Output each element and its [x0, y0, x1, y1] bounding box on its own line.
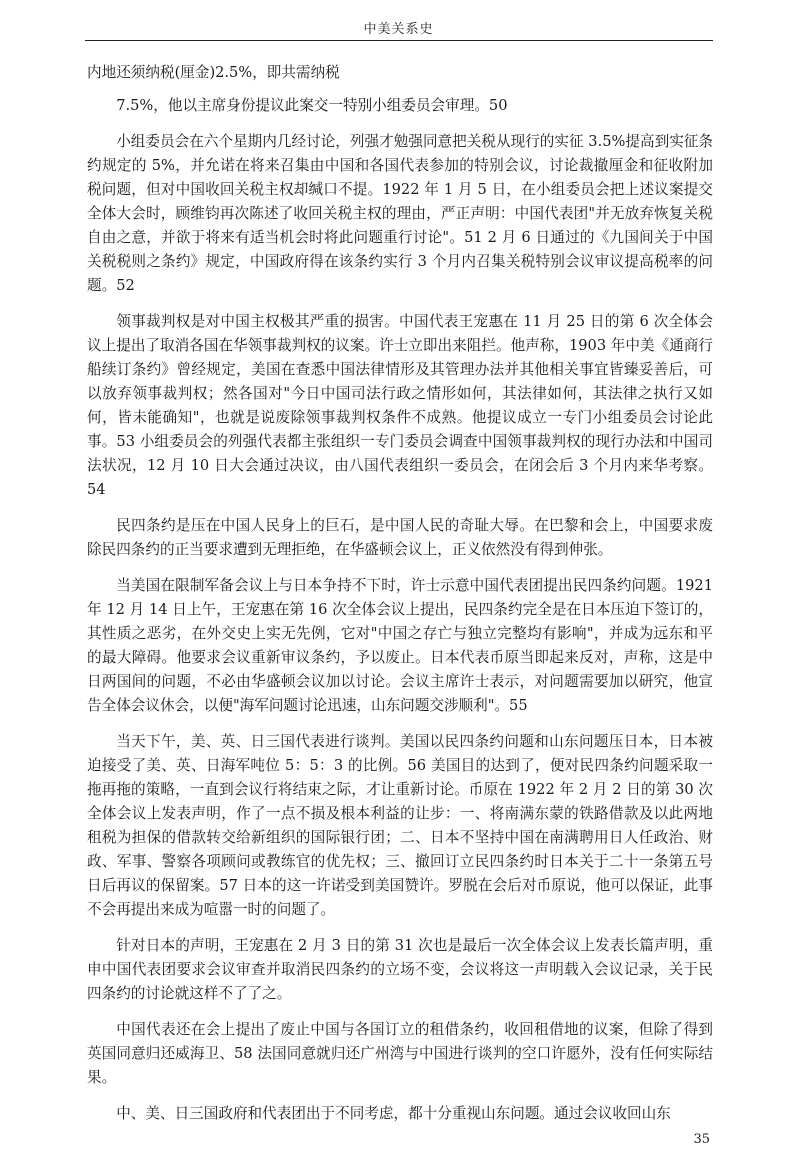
paragraph: 小组委员会在六个星期内几经讨论，列强才勉强同意把关税从现行的实征 3.5%提高到实征条约规定的 5%，并允诺在将来召集由中国和各国代表参加的特别会议，讨论裁撤厘金和征收附加税问题，但对中国收回关税主权却缄口不提。1922 年 1 月 5 日，在小组委员会把上述议案提交全体大会时，顾维钧再次陈述了收回关税主权的理由，严正声明：中国代表团"并无放弃恢复关税自由之意，并欲于将来有适当机会时将此问题重行讨论"。51 2 月 6 日通过的《九国间关于中国关税税则之条约》规定，中国政府得在该条约实行 3 个月内召集关税特别会议审议提高税率的问题。52	[87, 133, 713, 294]
paragraph: 中、美、日三国政府和代表团出于不同考虑，都十分重视山东问题。通过会议收回山东	[116, 1105, 671, 1122]
page-number: 35	[693, 1132, 710, 1147]
paragraph: 领事裁判权是对中国主权极其严重的损害。中国代表王宠惠在 11 月 25 日的第 6 次全体会议上提出了取消各国在华领事裁判权的议案。许士立即出来阻拦。他声称，1903 年中美《通商行船续订条约》曾经规定，美国在查悉中国法律情形及其管理办法并其他相关事宜皆臻妥善后，可以放弃领事裁判权；然各国对"今日中国司法行政之情形如何，其法律如何，其法律之执行又如何，皆未能确知"，也就是说废除领事裁判权条件不成熟。他提议成立一专门小组委员会讨论此事。53 小组委员会的列强代表都主张组织一专门委员会调查中国领事裁判权的现行办法和中国司法状况，12 月 10 日大会通过决议，由八国代表组织一委员会，在闭会后 3 个月内来华考察。54	[87, 313, 713, 498]
paragraph: 当美国在限制军备会议上与日本争持不下时，许士示意中国代表团提出民四条约问题。1921 年 12 月 14 日上午，王宠惠在第 16 次全体会议上提出，民四条约完全是在日本压迫下签订的，其性质之恶劣，在外交史上实无先例，它对"中国之存亡与独立完整均有影响"，并成为远东和平的最大障碍。他要求会议重新审议条约，予以废止。日本代表币原当即起来反对，声称，这是中日两国间的问题，不必由华盛顿会议加以讨论。会议主席许士表示，对问题需要加以研究，他宣告全体会议休会，以便"海军问题讨论迅速，山东问题交涉顺利"。55	[87, 577, 713, 714]
paragraph: 7.5%，他以主席身份提议此案交一特别小组委员会审理。50	[116, 97, 508, 114]
paragraph: 针对日本的声明，王宠惠在 2 月 3 日的第 31 次也是最后一次全体会议上发表长篇声明，重申中国代表团要求会议审查并取消民四条约的立场不变，会议将这一声明载入会议记录，关于民四条约的讨论就这样不了了之。	[87, 937, 713, 1002]
header-rule	[85, 40, 713, 41]
running-header-title: 中美关系史	[363, 22, 434, 37]
paragraph: 当天下午，美、英、日三国代表进行谈判。美国以民四条约问题和山东问题压日本，日本被迫接受了美、英、日海军吨位 5：5：3 的比例。56 美国目的达到了，便对民四条约问题采取一拖再拖的策略，一直到会议行将结束之际，才让重新讨论。币原在 1922 年 2 月 2 日的第 30 次全体会议上发表声明，作了一点不损及根本利益的让步：一、将南满东蒙的铁路借款及以此两地租税为担保的借款转交给新组织的国际银行团；二、日本不坚持中国在南满聘用日人任政治、财政、军事、警察各项顾问或教练官的优先权；三、撤回订立民四条约时日本关于二十一条第五号日后再议的保留案。57 日本的这一许诺受到美国赞许。罗脱在会后对币原说，他可以保证，此事不会再提出来成为喧嚣一时的问题了。	[87, 733, 713, 918]
paragraph: 中国代表还在会上提出了废止中国与各国订立的租借条约，收回租借地的议案，但除了得到英国同意归还威海卫、58 法国同意就归还广州湾与中国进行谈判的空口许愿外，没有任何实际结果。	[87, 1021, 713, 1086]
page-body	[87, 61, 713, 1138]
paragraph-continued: 内地还须纳税(厘金)2.5%，即共需纳税	[87, 64, 340, 81]
paragraph: 民四条约是压在中国人民身上的巨石，是中国人民的奇耻大辱。在巴黎和会上，中国要求废除民四条约的正当要求遭到无理拒绝，在华盛顿会议上，正义依然没有得到伸张。	[87, 517, 713, 558]
